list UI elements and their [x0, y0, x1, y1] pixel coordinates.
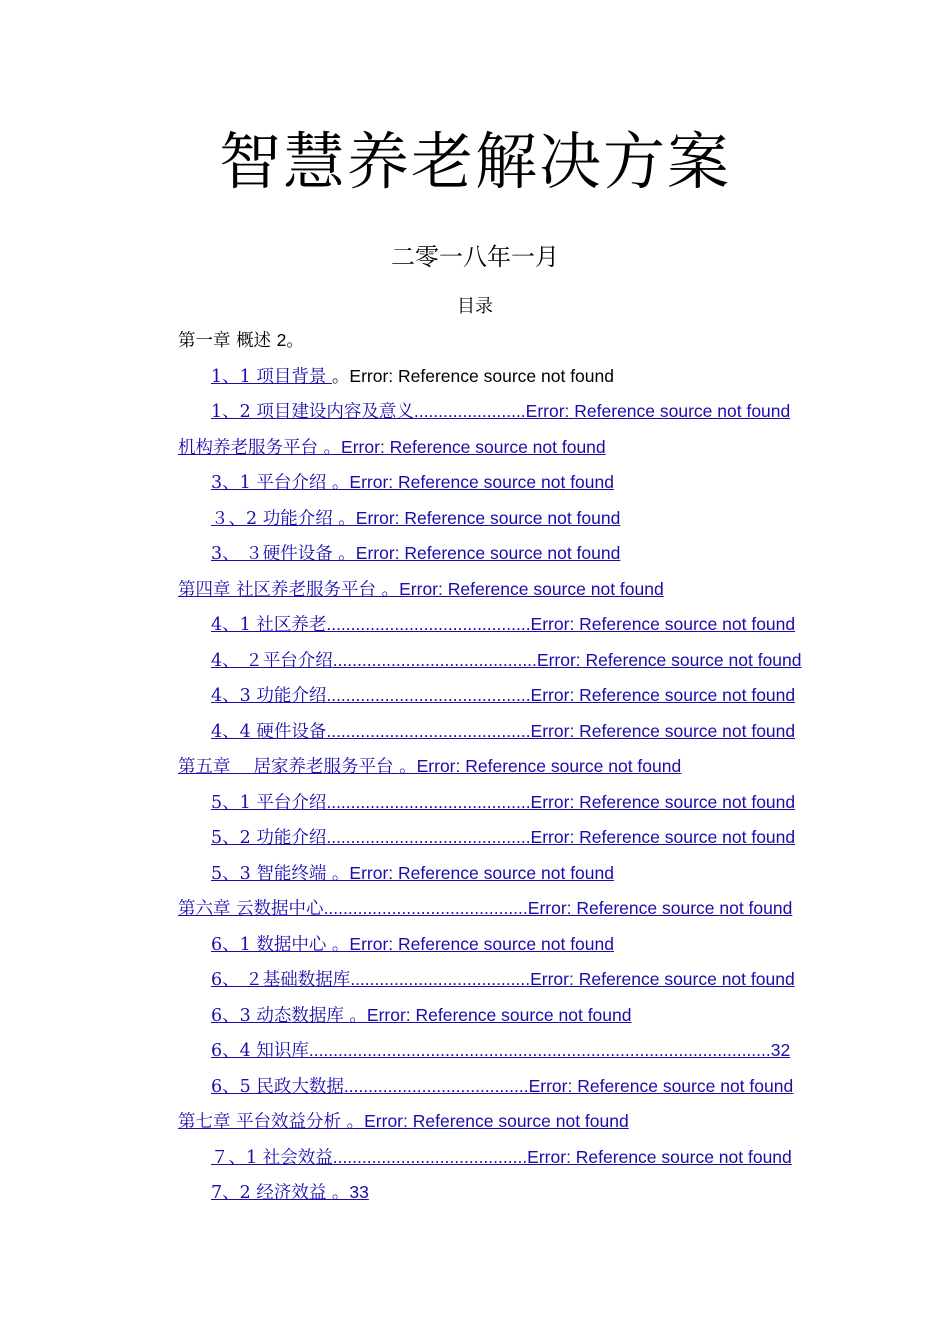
toc-entry-title[interactable]: 第七章 平台效益分析 — [178, 1112, 347, 1132]
toc-entry[interactable] — [0, 678, 950, 714]
toc-entry-title[interactable]: 6、4 知识库 — [211, 1041, 309, 1061]
toc-entry-page[interactable]: ..........................................Error: Reference source not found — [326, 720, 796, 741]
toc-entry-title[interactable]: 4、3 功能介绍 — [211, 686, 327, 706]
toc-entry[interactable] — [0, 643, 950, 679]
toc-entry-page[interactable]: 。Error: Reference source not found — [323, 436, 606, 457]
toc-entry-page[interactable]: .......................Error: Reference source not found — [413, 401, 791, 421]
toc-entry[interactable] — [0, 394, 950, 430]
toc-entry-page[interactable]: 。Error: Reference source not found — [331, 472, 614, 492]
toc-entry[interactable] — [0, 785, 950, 821]
toc-entry[interactable] — [0, 607, 950, 643]
toc-entry-title[interactable]: 1、2 项目建设内容及意义 — [211, 402, 414, 422]
toc-entry-title[interactable]: 第五章 居家养老服务平台 — [178, 757, 400, 777]
toc-entry-page[interactable]: 。33 — [331, 1182, 369, 1202]
toc-entry-title[interactable]: 5、3 智能终端 — [211, 863, 332, 884]
toc-entry[interactable] — [0, 1033, 950, 1069]
toc-entry-title[interactable]: 4、1 社区养老 — [211, 615, 327, 635]
toc-entry-title[interactable]: 第四章 社区养老服务平台 — [178, 579, 382, 600]
toc-entry[interactable] — [0, 465, 950, 501]
toc-entry[interactable] — [0, 1175, 950, 1211]
toc-entry-title[interactable]: 5、2 功能介绍 — [211, 828, 327, 848]
toc-entry-page[interactable]: 。Error: Reference source not found — [399, 756, 682, 776]
toc-entry-page: 2。 — [276, 330, 304, 350]
toc-entry-page[interactable]: ........................................Error: Reference source not found — [332, 1146, 792, 1167]
toc-entry[interactable] — [0, 572, 950, 608]
toc-entry-page[interactable]: 。Error: Reference source not found — [346, 1111, 629, 1131]
toc-entry[interactable] — [0, 1104, 950, 1140]
toc-entry-title[interactable]: 7、2 经济效益 — [211, 1183, 332, 1203]
document-title: 智慧养老解决方案 — [218, 125, 731, 198]
toc-entry[interactable] — [0, 359, 950, 395]
toc-entry-title[interactable]: 第六章 云数据中心 — [178, 899, 324, 919]
toc-entry[interactable] — [0, 856, 950, 892]
toc-entry-page: 。Error: Reference source not found — [331, 365, 614, 386]
toc-entry[interactable] — [0, 501, 950, 537]
toc-entry-page[interactable]: 。Error: Reference source not found — [331, 862, 614, 883]
toc-entry[interactable] — [0, 749, 950, 785]
toc-entry-page[interactable]: ......................................Error: Reference source not found — [343, 1075, 794, 1096]
toc-entry[interactable] — [0, 998, 950, 1034]
toc-entry-title[interactable]: 1、1 项目背景 — [211, 366, 332, 387]
toc-entry-page[interactable]: 。Error: Reference source not found — [381, 578, 664, 599]
toc-entry-page[interactable]: ..........................................Error: Reference source not found — [323, 898, 793, 918]
toc-entry-title: 第一章 概述 — [178, 331, 277, 351]
toc-entry-page[interactable]: ..........................................Error: Reference source not found — [332, 649, 802, 670]
toc-entry-title[interactable]: 6、 ２基础数据库 — [211, 970, 351, 990]
toc-entry-title[interactable]: ３、2 功能介绍 — [211, 508, 339, 529]
document-date: 二零一八年一月 — [391, 243, 559, 271]
toc-entry-title[interactable]: 机构养老服务平台 — [178, 437, 324, 458]
toc-entry[interactable] — [0, 1069, 950, 1105]
toc-entry-title[interactable]: 3、1 平台介绍 — [211, 473, 332, 493]
toc-entry[interactable] — [0, 536, 950, 572]
toc-entry[interactable] — [0, 891, 950, 927]
toc-entry-title[interactable]: 4、4 硬件设备 — [211, 721, 327, 742]
toc-entry-page[interactable]: ...............................................................................................32 — [308, 1040, 791, 1060]
toc-entry-title[interactable]: 6、3 动态数据库 — [211, 1005, 350, 1026]
toc-entry-page[interactable]: .....................................Error: Reference source not found — [350, 969, 795, 989]
table-of-contents — [0, 323, 950, 1211]
toc-entry-page[interactable]: 。Error: Reference source not found — [331, 933, 614, 954]
toc-entry-page[interactable]: ..........................................Error: Reference source not found — [326, 614, 796, 634]
toc-entry-page[interactable]: 。Error: Reference source not found — [338, 507, 621, 528]
toc-entry-page[interactable]: 。Error: Reference source not found — [349, 1004, 632, 1025]
toc-entry — [0, 323, 950, 359]
toc-entry-page[interactable]: ..........................................Error: Reference source not found — [326, 685, 796, 705]
toc-entry-title[interactable]: 4、 ２平台介绍 — [211, 650, 333, 671]
toc-entry-page[interactable]: ..........................................Error: Reference source not found — [326, 791, 796, 812]
toc-entry-title[interactable]: ７、1 社会效益 — [211, 1147, 333, 1168]
toc-entry-page[interactable]: 。Error: Reference source not found — [338, 543, 621, 563]
toc-entry[interactable] — [0, 714, 950, 750]
toc-entry[interactable] — [0, 927, 950, 963]
toc-entry-title[interactable]: 6、1 数据中心 — [211, 934, 332, 955]
toc-entry[interactable] — [0, 430, 950, 466]
toc-entry-page[interactable]: ..........................................Error: Reference source not found — [326, 827, 796, 847]
toc-entry-title[interactable]: 6、5 民政大数据 — [211, 1076, 344, 1097]
toc-entry[interactable] — [0, 962, 950, 998]
toc-entry-title[interactable]: 5、1 平台介绍 — [211, 792, 327, 813]
toc-entry-title[interactable]: 3、 ３硬件设备 — [211, 544, 339, 564]
toc-entry[interactable] — [0, 820, 950, 856]
toc-heading: 目录 — [457, 296, 493, 317]
toc-entry[interactable] — [0, 1140, 950, 1176]
